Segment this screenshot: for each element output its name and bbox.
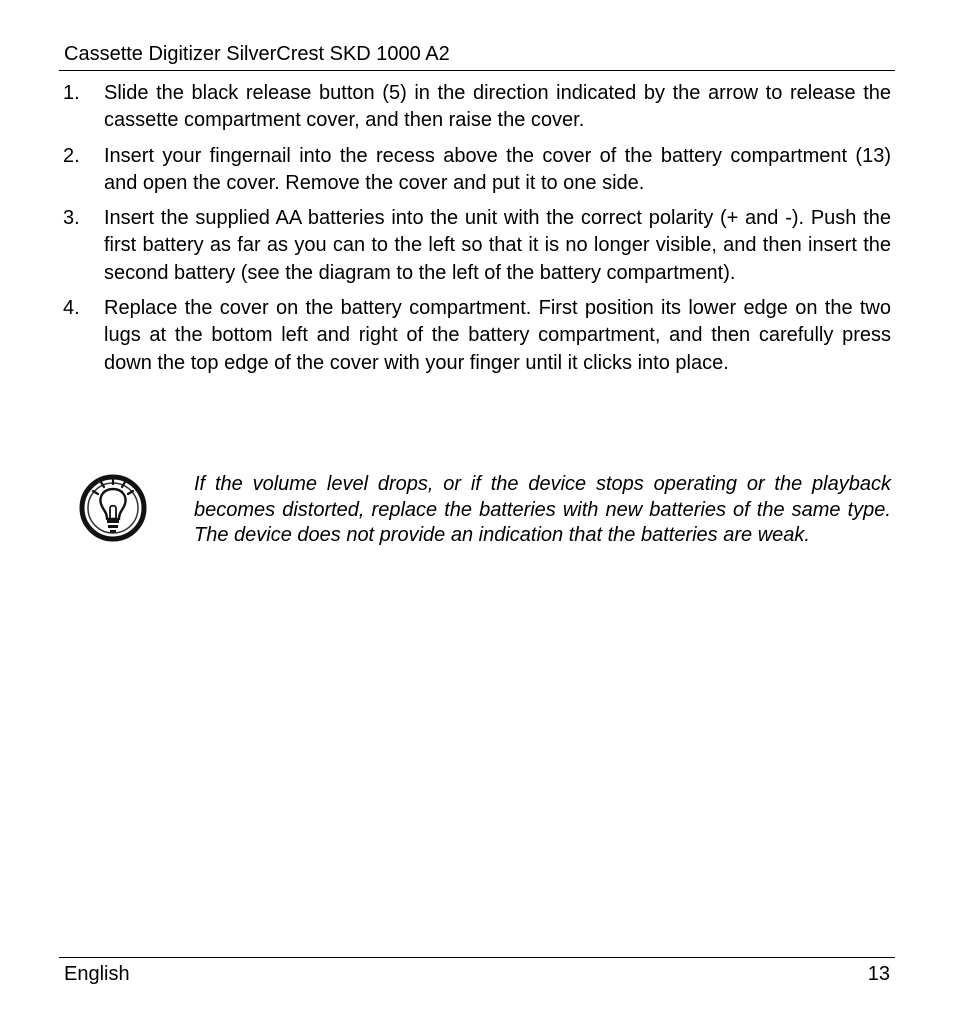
step-item bbox=[63, 143, 891, 198]
step-item bbox=[63, 205, 891, 287]
step-number: 3. bbox=[63, 207, 80, 230]
step-item bbox=[63, 80, 891, 135]
step-item bbox=[63, 295, 891, 377]
step-text: Replace the cover on the battery compartment. First position its lower edge on the two lugs at the bottom left and right of the battery compartment, and then carefully press down the top edge of the cover with your finger until it clicks into place. bbox=[104, 297, 891, 374]
step-text: Insert the supplied AA batteries into the unit with the correct polarity (+ and -). Push the first battery as far as you can to the left so that it is no longer visible, and then insert the second battery (see the diagram to the left of the battery compartment). bbox=[104, 207, 891, 284]
footer-language: English bbox=[64, 963, 130, 985]
page-header bbox=[59, 40, 895, 71]
step-text: Slide the black release button (5) in the direction indicated by the arrow to release the cassette compartment cover, and then raise the cover. bbox=[104, 82, 891, 132]
step-text: Insert your fingernail into the recess above the cover of the battery compartment (13) and open the cover. Remove the cover and put it to one side. bbox=[104, 144, 891, 194]
step-number: 1. bbox=[63, 82, 80, 104]
page-footer bbox=[59, 957, 895, 998]
lightbulb-icon bbox=[79, 472, 147, 542]
step-number: 2. bbox=[63, 144, 80, 167]
step-number: 4. bbox=[63, 297, 80, 320]
page-number: 13 bbox=[867, 963, 890, 985]
tip-note bbox=[79, 472, 891, 582]
tip-text: If the volume level drops, or if the device stops operating or the playback becomes distorted, replace the batteries with new batteries of the same type. The device does not provide an indication that the batteries are weak. bbox=[194, 473, 891, 546]
document-title: Cassette Digitizer SilverCrest SKD 1000 A2 bbox=[64, 43, 450, 65]
instruction-steps bbox=[63, 80, 891, 385]
